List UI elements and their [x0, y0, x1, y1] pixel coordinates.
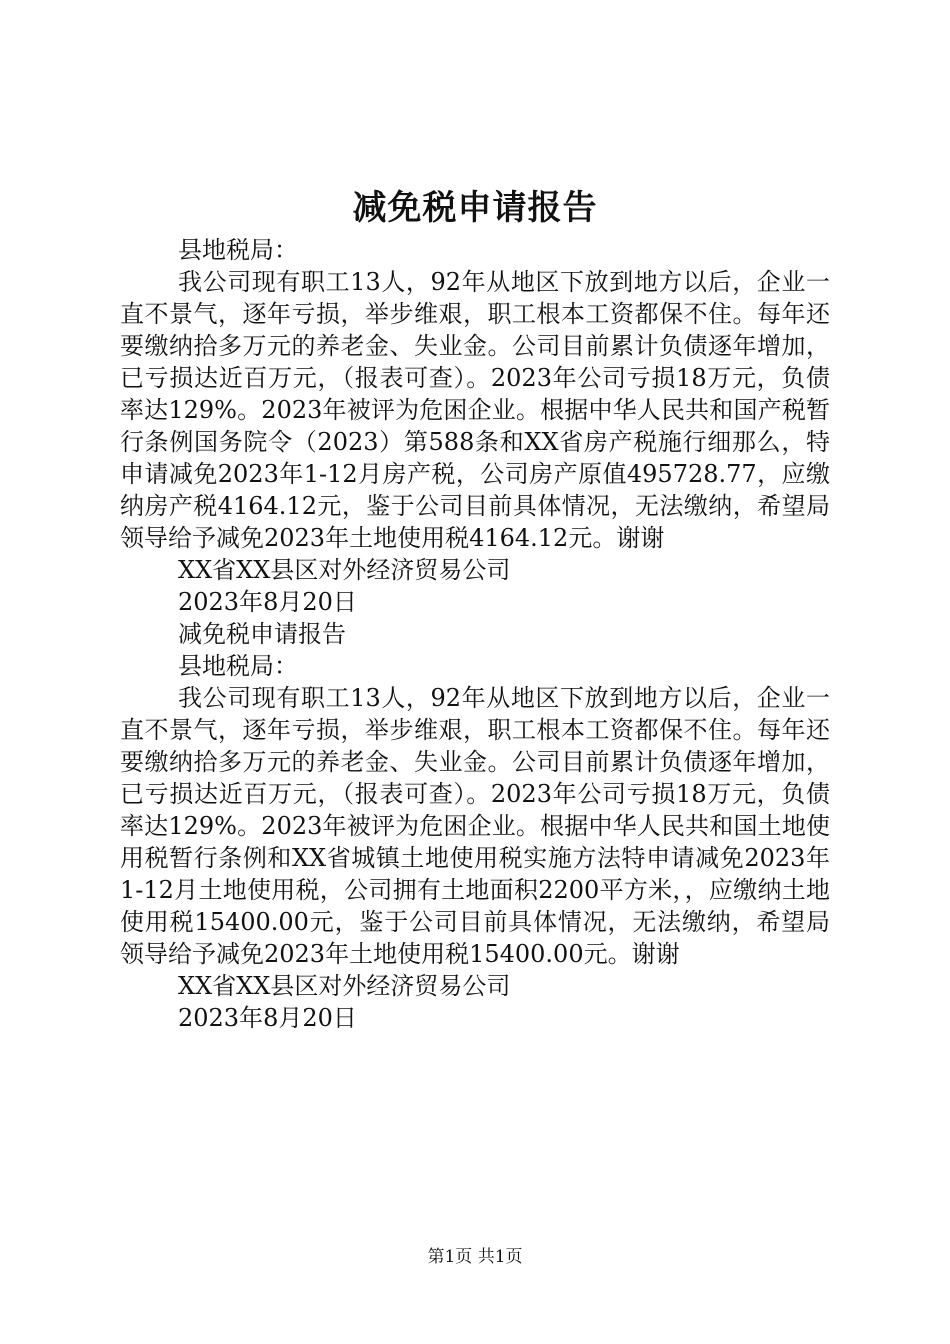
document-body: [120, 234, 830, 1034]
date: 2023年8月20日: [178, 588, 357, 616]
page-title: 减免税申请报告: [352, 188, 598, 228]
salutation: 县地税局：: [178, 652, 298, 680]
company-name: XX省XX县区对外经济贸易公司: [178, 972, 511, 1000]
section-heading: 减免税申请报告: [178, 620, 346, 648]
body-paragraph: 我公司现有职工13人，92年从地区下放到地方以后，企业一直不景气，逐年亏损，举步维艰，职工根本工资都保不住。每年还要缴纳拾多万元的养老金、失业金。公司目前累计负债逐年增加，已亏损达近百万元，（报表可查）。2023年公司亏损18万元，负债率达129%。2023年被评为危困企业。根据中华人民共和国土地使用税暂行条例和XX省城镇土地使用税实施方法特申请减免2023年1-12月土地使用税，公司拥有土地面积2200平方米，，应缴纳土地使用税15400.00元，鉴于公司目前具体情况，无法缴纳，希望局领导给予减免2023年土地使用税15400.00元。谢谢: [120, 684, 830, 968]
salutation: 县地税局：: [178, 236, 298, 264]
body-paragraph: 我公司现有职工13人，92年从地区下放到地方以后，企业一直不景气，逐年亏损，举步维艰，职工根本工资都保不住。每年还要缴纳拾多万元的养老金、失业金。公司目前累计负债逐年增加，已亏损达近百万元，（报表可查）。2023年公司亏损18万元，负债率达129%。2023年被评为危困企业。根据中华人民共和国产税暂行条例国务院令（2023）第588条和XX省房产税施行细那么，特申请减免2023年1-12月房产税，公司房产原值495728.77，应缴纳房产税4164.12元，鉴于公司目前具体情况，无法缴纳，希望局领导给予减免2023年土地使用税4164.12元。谢谢: [120, 268, 830, 552]
company-name: XX省XX县区对外经济贸易公司: [178, 556, 511, 584]
date: 2023年8月20日: [178, 1004, 357, 1032]
page-footer: 第1页 共1页: [427, 1247, 523, 1267]
